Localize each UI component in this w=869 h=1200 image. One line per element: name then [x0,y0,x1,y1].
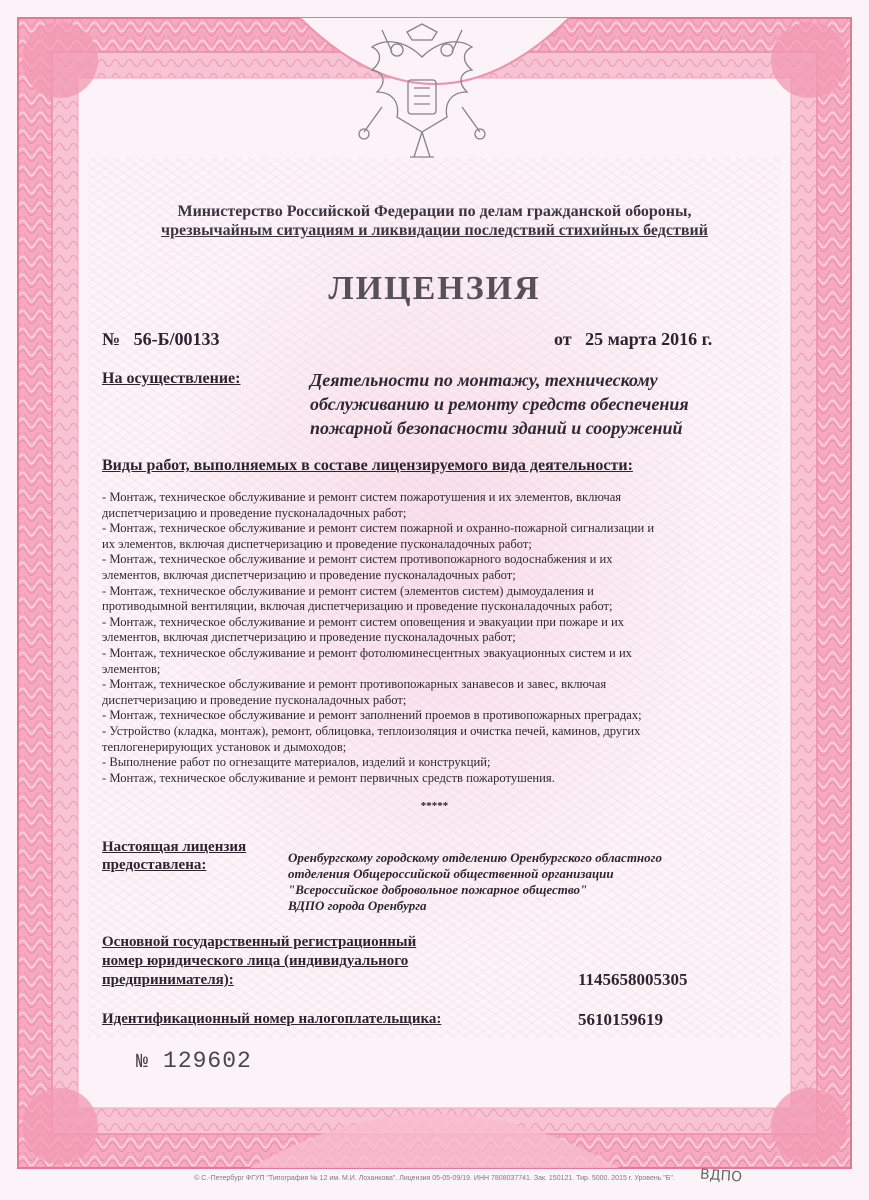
license-holder [288,850,728,914]
work-type-item [102,490,742,521]
ogrn-label-line: Основной государственный регистрационный [102,934,417,950]
work-type-line: - Монтаж, техническое обслуживание и ремонт систем (элементов систем) дымоудаления и [102,583,594,598]
work-type-line: противодымной вентиляции, включая диспетчеризацию и проведение пусконаладочных работ; [102,599,613,614]
purpose-label: На осуществление: [102,370,241,387]
ogrn-label-line: предпринимателя): [102,972,234,988]
work-type-line: - Выполнение работ по огнезащите материалов, изделий и конструкций; [102,755,491,770]
work-type-line: - Монтаж, техническое обслуживание и ремонт заполнений проемов в противопожарных преградах; [102,708,642,723]
granted-label [102,838,246,874]
form-serial-number [136,1048,252,1074]
work-type-item [102,755,742,771]
work-type-item [102,724,742,755]
license-date-line [554,329,712,350]
russian-coat-of-arms-icon [352,22,492,167]
work-type-line: элементов; [102,661,161,676]
work-type-line: диспетчеризацию и проведение пусконаладочных работ; [102,692,407,707]
holder-line: Оренбургскому городскому отделению Оренбургского областного [288,850,662,865]
granted-label-line: предоставлена: [102,857,207,873]
work-type-item [102,771,742,787]
work-type-line: диспетчеризацию и проведение пусконаладочных работ; [102,505,407,520]
activity-line: Деятельности по монтажу, техническому [310,370,658,390]
ogrn-label [102,933,416,990]
work-type-line: - Устройство (кладка, монтаж), ремонт, облицовка, теплоизоляция и очистка печей, каминов, других [102,723,641,738]
work-types-heading: Виды работ, выполняемых в составе лицензируемого вида деятельности: [102,457,633,474]
serial-number-sign: № [136,1051,150,1074]
work-type-line: элементов, включая диспетчеризацию и проведение пусконаладочных работ; [102,567,516,582]
work-type-item [102,708,742,724]
work-type-line: элементов, включая диспетчеризацию и проведение пусконаладочных работ; [102,630,516,645]
ogrn-label-line: номер юридического лица (индивидуального [102,953,409,969]
granted-label-line: Настоящая лицензия [102,839,247,855]
ogrn-value: 1145658005305 [578,970,688,989]
work-type-line: - Монтаж, техническое обслуживание и ремонт систем противопожарного водоснабжения и их [102,552,613,567]
work-type-line: - Монтаж, техническое обслуживание и ремонт противопожарных занавесов и завес, включая [102,677,607,692]
work-type-line: теплогенерирующих установок и дымоходов; [102,739,347,754]
date-prefix: от [554,329,572,349]
handwritten-note: ВДПО [699,1166,743,1186]
ministry-line-1: Министерство Российской Федерации по делам гражданской обороны, [177,203,692,220]
serial-number: 129602 [163,1048,252,1074]
work-types-list [102,490,742,786]
holder-line: отделения Общероссийской общественной организации [288,866,614,881]
inn-label: Идентификационный номер налогоплательщика: [102,1011,442,1027]
work-type-item [102,521,742,552]
number-sign: № [102,329,121,349]
work-type-line: - Монтаж, техническое обслуживание и ремонт систем пожарной и охранно-пожарной сигнализации и [102,521,655,536]
ministry-line-2: чрезвычайным ситуациям и ликвидации последствий стихийных бедствий [161,222,708,239]
separator-stars: ***** [420,800,449,812]
work-type-item [102,552,742,583]
activity-description [310,368,740,440]
holder-line: "Всероссийское добровольное пожарное общество" [288,882,588,897]
work-type-line: - Монтаж, техническое обслуживание и ремонт систем пожаротушения и их элементов, включая [102,490,622,504]
work-type-line: - Монтаж, техническое обслуживание и ремонт фотолюминесцентных эвакуационных систем и их [102,645,632,660]
activity-line: пожарной безопасности зданий и сооружений [310,418,683,438]
license-number: 56-Б/00133 [133,329,220,349]
work-type-item [102,615,742,646]
license-number-line [102,329,220,350]
activity-line: обслуживанию и ремонту средств обеспечения [310,394,689,414]
work-type-line: их элементов, включая диспетчеризацию и проведение пусконаладочных работ; [102,536,532,551]
work-type-item [102,646,742,677]
work-type-line: - Монтаж, техническое обслуживание и ремонт систем оповещения и эвакуации при пожаре и их [102,614,625,629]
work-type-item [102,584,742,615]
inn-value: 5610159619 [578,1010,663,1029]
work-type-line: - Монтаж, техническое обслуживание и ремонт первичных средств пожаротушения. [102,770,555,785]
document-title: ЛИЦЕНЗИЯ [328,270,541,307]
holder-line: ВДПО города Оренбурга [288,898,427,913]
work-type-item [102,677,742,708]
license-date: 25 марта 2016 г. [585,329,713,349]
printer-footer: © С.-Петербург ФГУП "Типография № 12 им. М.И. Лоханкова". Лицензия 05-05-09/19. ИНН 7808037741. Зак. 150121. Тир. 5000. 2015 г. Уровень "Б". [194,1175,675,1182]
